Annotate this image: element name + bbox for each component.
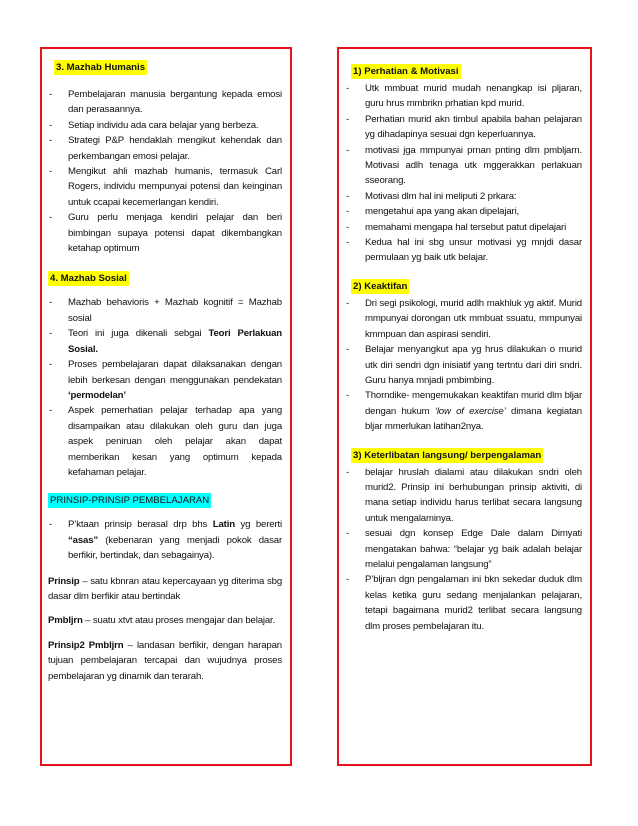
sosial-item-2-text: Teori ini juga dikenali sebgai [68,328,209,340]
asas-term: “asas” [68,534,99,546]
keaktifan-list [345,296,582,435]
keaktifan-item-2: - Belajar menyangkut apa yg hrus dilakukan o murid utk diri sendri dgn inisiatif yang tertntu dari diri sndri. Guru hanya mnjadi pmbimbing. [345,342,582,388]
humanis-item-5: - Guru perlu menjaga kendiri pelajar dan beri bimbingan supaya potensi dapat dikembangkan ketahap optimum [48,210,282,256]
permodelan-term: ‘permodelan’ [68,389,126,401]
keaktifan-item-3-text-1: Thorndike- mengemukakan keaktifan murid dlm bljar dengan hukum [365,390,582,417]
prinsip2-definition [48,638,282,684]
motivasi-item-6: - memahami mengapa hal tersebut patut dipelajari [345,220,582,235]
humanis-heading: 3. Mazhab Humanis [56,62,146,73]
langsung-item-1: - belajar hruslah dialami atau dilakukan sndri oleh murid2. Prinsip ini berhubungan prinsip aktiviti, di mana setiap individu harus terlibat secara langsung untuk mengalaminya. [345,465,582,527]
sosial-item-3-text: Proses pembelajaran dapat dilaksanakan dengan lebih berkesan dengan menggunakan pendekatan [68,359,282,386]
humanis-item-2: - Setiap individu ada cara belajar yang berbeza. [48,118,282,133]
sosial-item-1: - Mazhab behavioris + Mazhab kognitif = Mazhab sosial [48,295,282,326]
sosial-item-3 [48,357,282,403]
motivasi-item-7: - Kedua hal ini sbg unsur motivasi yg mnjdi dasar permulaan yg baik utk belajar. [345,235,582,266]
motivasi-item-4: - Motivasi dlm hal ini meliputi 2 prkara: [345,189,582,204]
motivasi-item-2: - Perhatian murid akn timbul apabila bahan pelajaran yg dihadapinya sesuai dgn keperluannya. [345,112,582,143]
prinsip-heading: PRINSIP-PRINSIP PEMBELAJARAN [50,495,210,507]
prinsip-term: Prinsip [48,575,80,587]
langsung-list [345,465,582,634]
humanis-item-3: - Strategi P&P hendaklah mengikut kehendak dan perkembangan emosi pelajar. [48,133,282,164]
prinsip2-term: Prinsip2 Pmbljrn [48,639,124,651]
prinsip-item-text-1: P’ktaan prinsip berasal drp bhs [68,519,213,531]
langsung-heading: 3) Keterlibatan langsung/ berpengalaman [353,449,542,461]
pmbljrn-definition-text: – suatu xtvt atau proses mengajar dan belajar. [82,615,276,627]
keaktifan-item-3 [345,388,582,434]
keaktifan-item-1: - Dri segi psikologi, murid adlh makhluk yg aktif. Murid mmpunyai dorongan utk mmbuat ssuatu, mmpunyai kmmpuan dan aspirasi sendiri. [345,296,582,342]
langsung-item-2: - sesuai dgn konsep Edge Dale dalam Dimyati mengatakan bahwa: “belajar yg baik adalah belajar melalui pengalaman langsung” [345,526,582,572]
sosial-list [48,295,282,480]
sosial-item-2 [48,326,282,357]
latin-term: Latin [212,519,235,531]
humanis-item-1: - Pembelajaran manusia bergantung kepada emosi dan perasaannya. [48,87,282,118]
prinsip-definition-text: – satu kbnran atau kepercayaan yg diterima sbg dasar dlm berfikir atau bertindak [48,575,282,602]
prinsip-item-text-2: yg bererti [234,519,282,531]
prinsip-item-1 [48,517,282,563]
low-of-exercise-term: ‘low of exercise’ [434,405,506,417]
prinsip-definition [48,574,282,605]
right-column-box [337,47,592,766]
prinsip2-definition-text: – landasan berfikir, dengan harapan tujuan pembelajaran tercapai dan wujudnya proses pembelajaran yg dinamik dan terarah. [48,639,282,682]
humanis-list [48,87,282,256]
pmbljrn-definition [48,613,282,628]
motivasi-list [345,81,582,266]
prinsip-item-text-3: (kebenaran yang menjadi pokok dasar berfikir, bertindak, dan sebagainya). [68,534,282,562]
motivasi-heading: 1) Perhatian & Motivasi [353,66,459,77]
motivasi-item-5: - mengetahui apa yang akan dipelajari, [345,204,582,219]
pmbljrn-term: Pmbljrn [48,615,83,627]
humanis-item-4: - Mengikut ahli mazhab humanis, termasuk Carl Rogers, individu mempunyai potensi dan keinginan untuk ccapai kecemerlangan kendiri. [48,164,282,210]
keaktifan-item-3-text-2: dimana kegiatan bljar mmerlukan latihan2nya. [365,405,582,433]
sosial-item-4: - Aspek pemerhatian pelajar terhadap apa yang disampaikan atau dilakukan oleh guru dan juga aspek peniruan oleh pelajar akan dapat memberikan kesan yang optimum kepada kefahaman pelajar. [48,403,282,480]
motivasi-item-1: - Utk mmbuat murid mudah nenangkap isi pljaran, guru hrus mmbrikn prhatian kpd murid. [345,81,582,112]
sosial-heading: 4. Mazhab Sosial [50,273,127,285]
prinsip-list [48,517,282,563]
langsung-item-3: - P’bljran dgn pengalaman ini bkn sekedar duduk dlm kelas ketika guru sedang menjalankan pelajaran, tetapi bagaimana murid2 terlibat secara langsung dlm proses pembelajaran itu. [345,572,582,634]
motivasi-item-3: - motivasi jga mmpunyai prnan pnting dlm pmbljarn. Motivasi adlh tenaga utk mggerakkan perlakuan sseorang. [345,143,582,189]
teori-perlakuan-sosial: Teori Perlakuan Sosial. [68,328,282,355]
keaktifan-heading: 2) Keaktifan [353,280,408,292]
left-column-box [40,47,292,766]
